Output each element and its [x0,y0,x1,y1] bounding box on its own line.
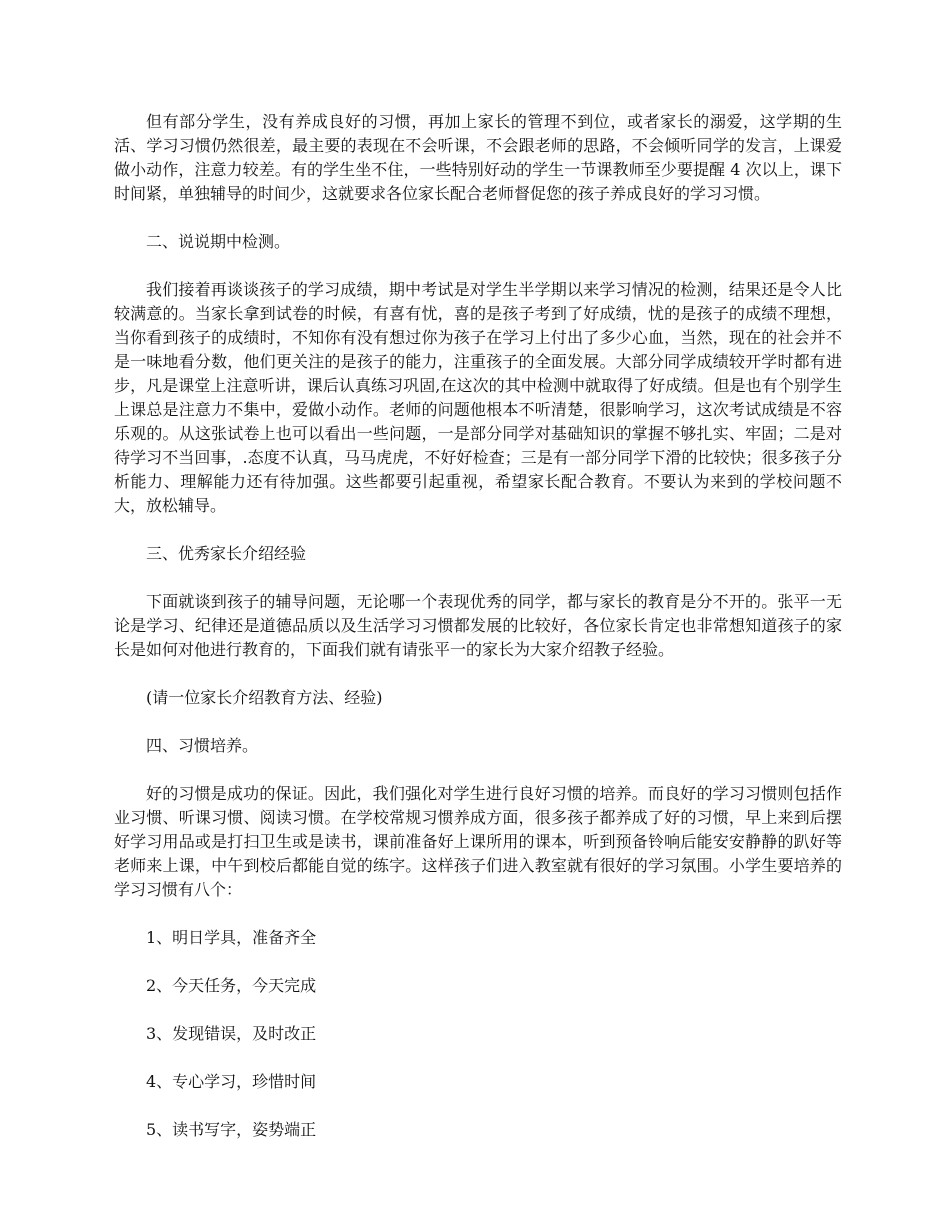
paragraph-midterm-results: 我们接着再谈谈孩子的学习成绩，期中考试是对学生半学期以来学习情况的检测，结果还是令人比较满意的。当家长拿到试卷的时候，有喜有忧，喜的是孩子考到了好成绩，忧的是孩子的成绩不理想，当你看到孩子的成绩时，不知你有没有想过你为孩子在学习上付出了多少心血，当然，现在的社会并不是一味地看分数，他们更关注的是孩子的能力，注重孩子的全面发展。大部分同学成绩较开学时都有进步，凡是课堂上注意听讲，课后认真练习巩固,在这次的其中检测中就取得了好成绩。但是也有个别学生上课总是注意力不集中，爱做小动作。老师的问题他根本不听清楚，很影响学习，这次考试成绩是不容乐观的。从这张试卷上也可以看出一些问题，一是部分同学对基础知识的掌握不够扎实、牢固；二是对待学习不当回事，.态度不认真，马马虎虎，不好好检查；三是有一部分同学下滑的比较快；很多孩子分析能力、理解能力还有待加强。这些都要引起重视，希望家长配合教育。不要认为来到的学校问题不大，放松辅导。 [114,280,842,515]
list-item: 4、专心学习，珍惜时间 [146,1072,317,1091]
list-item: 2、今天任务，今天完成 [146,976,317,995]
list-item: 1、明日学具，准备齐全 [146,928,317,947]
list-item: 5、读书写字，姿势端正 [146,1120,317,1139]
list-item: 3、发现错误，及时改正 [146,1024,317,1043]
paragraph-habits-problem: 但有部分学生，没有养成良好的习惯，再加上家长的管理不到位，或者家长的溺爱，这学期的生活、学习习惯仍然很差，最主要的表现在不会听课，不会跟老师的思路，不会倾听同学的发言，上课爱做小动作，注意力较差。有的学生坐不住，一些特别好动的学生一节课教师至少要提醒 4 次以上，课下时间紧，单独辅导的时间少，这就要求各位家长配合老师督促您的孩子养成良好的学习习惯。 [114,112,842,203]
paragraph-parent-guidance: 下面就谈到孩子的辅导问题，无论哪一个表现优秀的同学，都与家长的教育是分不开的。张平一无论是学习、纪律还是道德品质以及生活学习习惯都发展的比较好，各位家长肯定也非常想知道孩子的家长是如何对他进行教育的，下面我们就有请张平一的家长为大家介绍教子经验。 [114,592,842,659]
paragraph-good-habits: 好的习惯是成功的保证。因此，我们强化对学生进行良好习惯的培养。而良好的学习习惯则包括作业习惯、听课习惯、阅读习惯。在学校常规习惯养成方面，很多孩子都养成了好的习惯，早上来到后摆好学习用品或是打扫卫生或是读书，课前准备好上课所用的课本，听到预备铃响后能安安静静的趴好等老师来上课，中午到校后都能自觉的练字。这样孩子们进入教室就有很好的学习氛围。小学生要培养的学习习惯有八个： [114,784,842,899]
document-page [114,110,842,1166]
parenthetical-note: (请一位家长介绍教育方法、经验) [146,688,383,707]
section-heading-habits: 四、习惯培养。 [146,736,259,755]
section-heading-midterm: 二、说说期中检测。 [146,232,291,251]
section-heading-parent-experience: 三、优秀家长介绍经验 [146,544,307,563]
